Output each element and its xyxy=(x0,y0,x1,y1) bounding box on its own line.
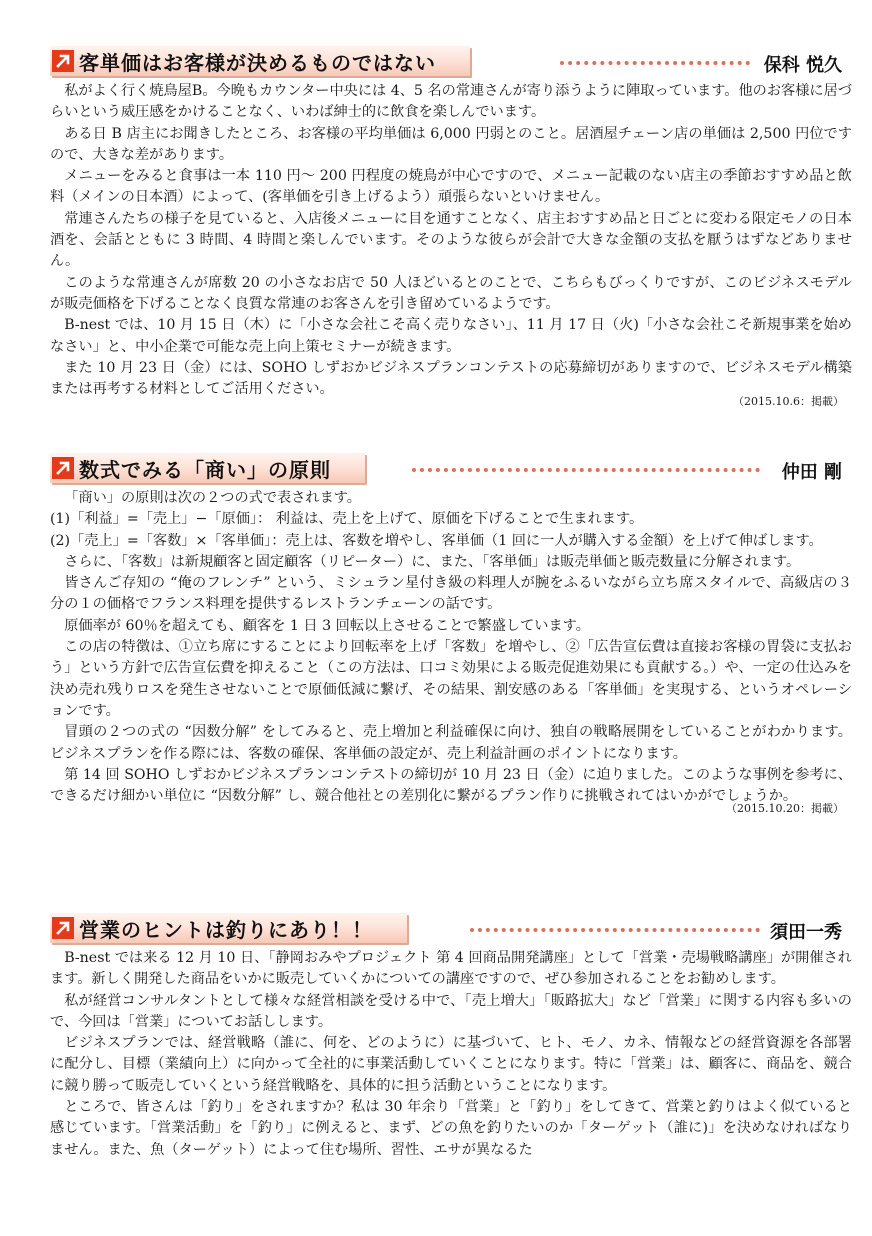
paragraph: また 10 月 23 日（金）には、SOHO しずおかビジネスプランコンテストの応募締切がありますので、ビジネスモデル構築または再考する材料としてご活用ください。 xyxy=(50,359,852,398)
article-header xyxy=(50,912,852,948)
article-title: 数式でみる「商い」の原則 xyxy=(79,457,331,482)
paragraph: ビジネスプランでは、経営戦略（誰に、何を、どのように）に基づいて、ヒト、モノ、カネ、情報などの経営資源を各部署に配分し、目標（業績向上）に向かって全社的に事業活動していくことになります。特に「営業」は、顧客に、商品を、競合に競り勝って販売していくという経営戦略を、具体的に担う活動ということになります。 xyxy=(50,1035,852,1094)
article-1 xyxy=(50,45,852,408)
article-title: 客単価はお客様が決めるものではない xyxy=(79,50,436,75)
dotted-leader xyxy=(412,468,760,472)
paragraph: このような常連さんが席数 20 の小さなお店で 50 人ほどいるとのことで、こちらもびっくりですが、このビジネスモデルが販売価格を下げることなく良質な常連のお客さんを引き留めているようです。 xyxy=(50,274,852,312)
publish-date: （2015.10.20：掲載） xyxy=(726,802,844,816)
formula-2: (2)「売上」=「客数」×「客単価」：売上は、客数を増やし、客単価（1 回に一人が購入する金額）を上げて伸ばします。 xyxy=(50,532,823,549)
dotted-leader xyxy=(560,61,750,65)
article-title: 営業のヒントは釣りにあり！！ xyxy=(79,917,373,942)
paragraph: ある日 B 店主にお聞きしたところ、お客様の平均単価は 6,000 円弱とのこと。居酒屋チェーン店の単価は 2,500 円位ですので、大きな差があります。 xyxy=(50,125,852,163)
paragraph: B-nest では、10 月 15 日（木）に「小さな会社こそ高く売りなさい」、11 月 17 日（火)「小さな会社こそ新規事業を始めなさい」と、中小企業で可能な売上向上策セミナーが続きます。 xyxy=(50,317,852,355)
publish-date: （2015.10.6：掲載） xyxy=(733,395,844,409)
arrow-icon xyxy=(52,917,74,939)
article-2 xyxy=(50,452,852,815)
title-tag xyxy=(50,453,365,483)
article-header xyxy=(50,45,852,81)
article-body xyxy=(50,488,852,815)
paragraph: B-nest では来る 12 月 10 日、「静岡おみやプロジェクト 第 4 回商品開発講座」として「営業・売場戦略講座」が開催されます。新しく開発した商品をいかに販売していくかについての講座ですので、ぜひ参加されることをお勧めします。 xyxy=(50,950,852,988)
paragraph: 私がよく行く焼鳥屋B。今晩もカウンター中央には 4、5 名の常連さんが寄り添うように陣取っています。他のお客様に居づらいという威圧感をかけることなく、いわば紳士的に飲食を楽しんでいます。 xyxy=(50,83,852,121)
arrow-icon xyxy=(52,457,74,479)
paragraph: 冒頭の２つの式の “因数分解” をしてみると、売上増加と利益確保に向け、独自の戦略展開をしていることがわかります。ビジネスプランを作る際には、客数の確保、客単価の設定が、売上利益計画のポイントになります。 xyxy=(50,724,852,762)
article-body xyxy=(50,948,852,1161)
author-name: 仲田 剛 xyxy=(776,458,842,484)
arrow-icon xyxy=(52,50,74,72)
paragraph: メニューをみると食事は一本 110 円〜 200 円程度の焼鳥が中心ですので、メニュー記載のない店主の季節おすすめ品と飲料（メインの日本酒）によって、(客単価を引き上げるよう）頑張らないといけません。 xyxy=(50,168,852,206)
title-tag xyxy=(50,913,407,943)
paragraph: 原価率が 60％を超えても、顧客を 1 日 3 回転以上させることで繁盛しています。 xyxy=(64,617,590,634)
paragraph: 常連さんたちの様子を見ていると、入店後メニューに目を通すことなく、店主おすすめ品と日ごとに変わる限定モノの日本酒を、会話とともに 3 時間、4 時間と楽しんでいます。そのような彼らが会計で大きな金額の支払を厭うはずなどありません。 xyxy=(50,210,852,270)
article-header xyxy=(50,452,852,488)
paragraph: ところで、皆さんは「釣り」をされますか？私は 30 年余り「営業」と「釣り」をしてきて、営業と釣りはよく似ていると感じています。「営業活動」を「釣り」に例えると、まず、どの魚を釣りたいのか「ターゲット（誰に)」を決めなければなりません。また、魚（ターゲット）によって住む場所、習性、エサが異なるた xyxy=(50,1099,852,1158)
paragraph: さらに、「客数」は新規顧客と固定顧客（リピーター）に、また、「客単価」は販売単価と販売数量に分解されます。 xyxy=(64,553,801,570)
article-3 xyxy=(50,912,852,1161)
dotted-leader xyxy=(470,928,760,932)
paragraph: 私が経営コンサルタントとして様々な経営相談を受ける中で、「売上増大」「販路拡大」など「営業」に関する内容も多いので、今回は「営業」についてお話しします。 xyxy=(50,992,852,1030)
author-name: 須田一秀 xyxy=(764,918,842,944)
formula-1: (1)「利益」=「売上」−「原価」： 利益は、売上を上げて、原価を下げることで生まれます。 xyxy=(50,511,644,528)
paragraph: 「商い」の原則は次の２つの式で表されます。 xyxy=(64,490,361,506)
paragraph: 皆さんご存知の “俺のフレンチ” という、ミシュラン星付き級の料理人が腕をふるいながら立ち席スタイルで、高級店の３分の１の価格でフランス料理を提供するレストランチェーンの話です。 xyxy=(50,575,852,613)
article-body xyxy=(50,81,852,408)
paragraph: この店の特徴は、①立ち席にすることにより回転率を上げ「客数」を増やし、②「広告宣伝費は直接お客様の胃袋に支払おう」という方針で広告宣伝費を抑えること（この方法は、口コミ効果による販売促進効果にも貢献する。）や、一定の仕込みを決め売れ残りロスを発生させないことで原価低減に繋げ、その結果、割安感のある「客単価」を実現する、というオペレーションです。 xyxy=(50,639,852,719)
title-tag xyxy=(50,46,470,76)
paragraph: 第 14 回 SOHO しずおかビジネスプランコンテストの締切が 10 月 23 日（金）に迫りました。このような事例を参考に、できるだけ細かい単位に “因数分解” し、競合他社との差別化に繋がるプラン作りに挑戦されてはいかがでしょうか。 xyxy=(50,766,852,805)
author-name: 保科 悦久 xyxy=(758,51,842,77)
